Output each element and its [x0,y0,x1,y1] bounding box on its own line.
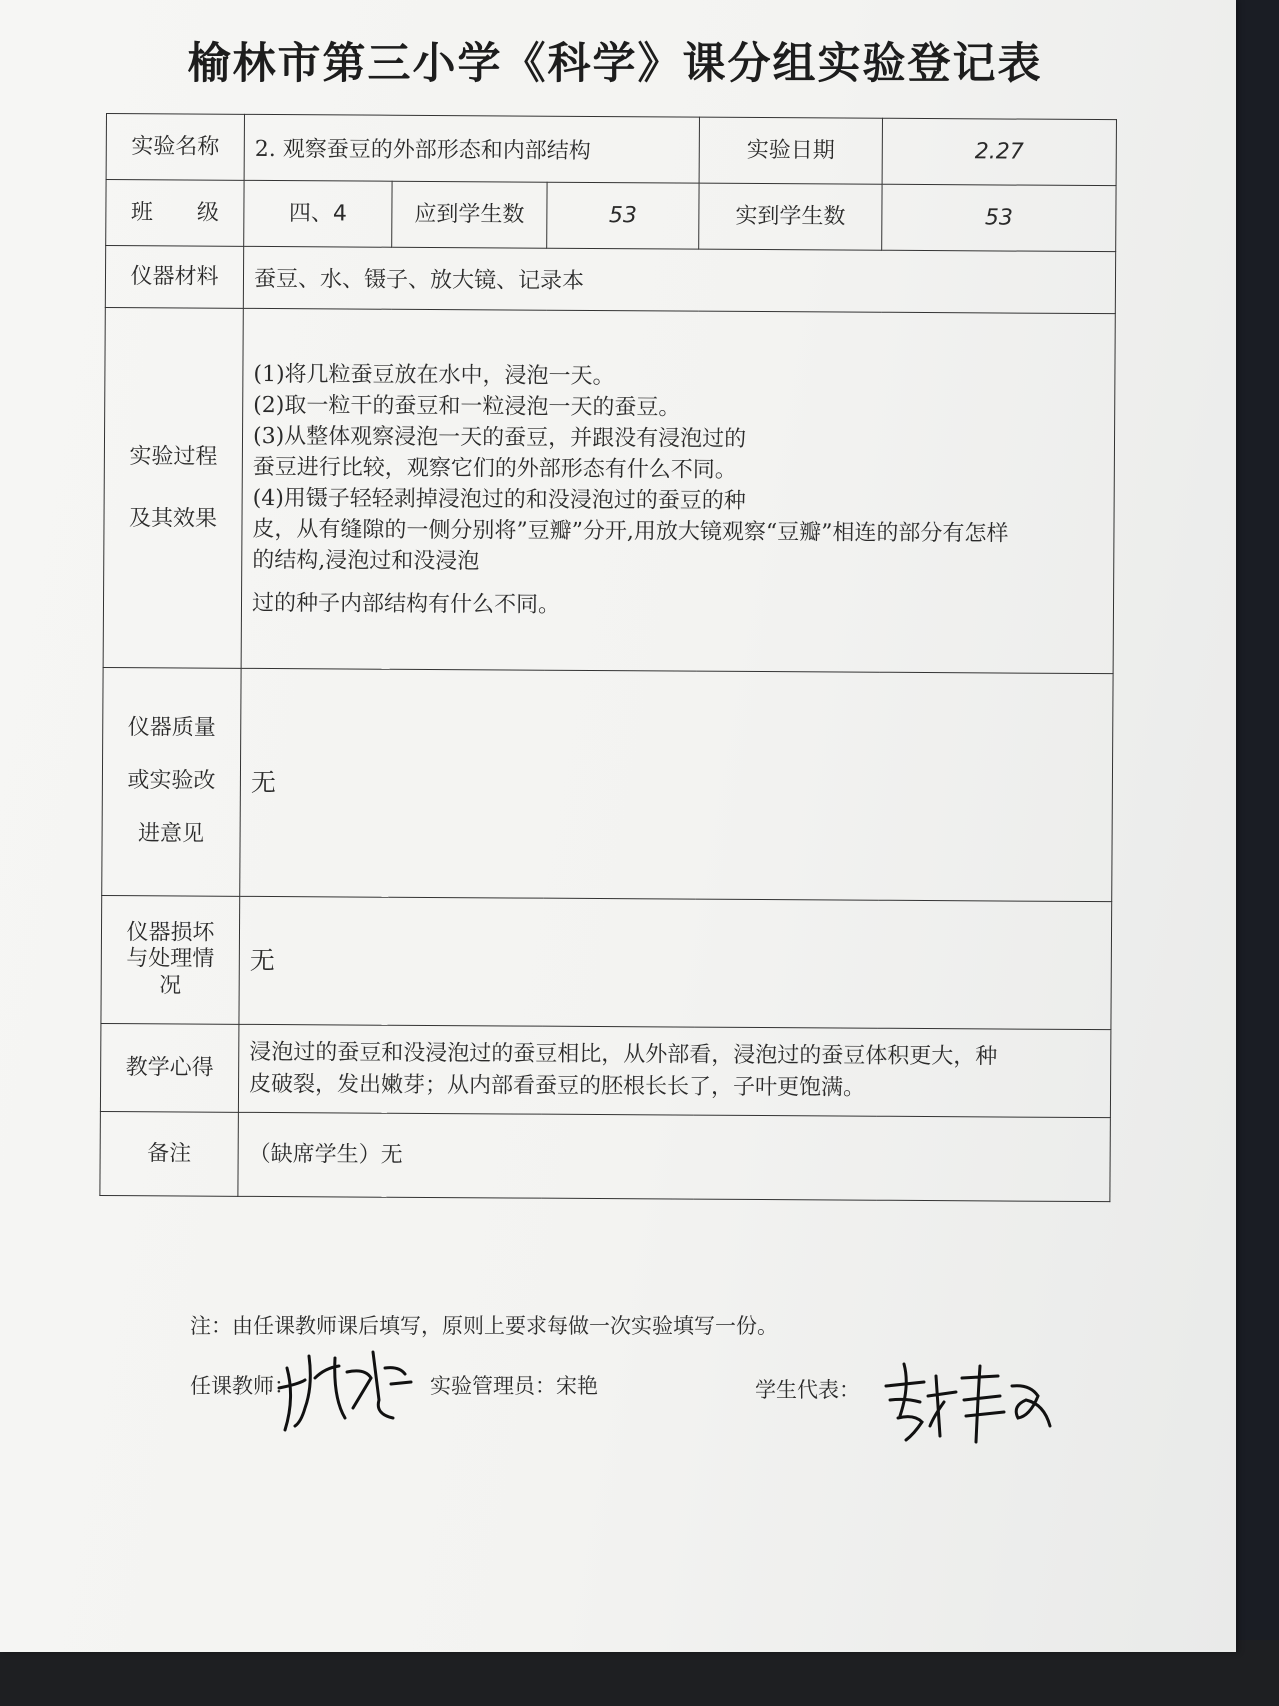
process-line: 皮，从有缝隙的一侧分别将”豆瓣”分开,用放大镜观察“豆瓣”相连的部分有怎样 [252,516,1009,547]
teacher-signature [275,1338,435,1438]
row-class [106,180,1116,252]
actual-students-label: 实到学生数 [699,183,882,250]
registration-form [99,113,1116,1304]
reflection-value [238,1024,1111,1117]
damage-label-line2: 与处理情 [126,946,215,972]
student-label: 学生代表： [755,1378,860,1402]
remarks-label: 备注 [100,1111,239,1196]
process-line: (3)从整体观察浸泡一天的蚕豆，并跟没有浸泡过的 [252,423,747,452]
row-reflection [100,1023,1111,1117]
process-label [103,307,243,668]
experiment-name-label: 实验名称 [106,114,244,181]
damage-label-line1: 仪器损坏 [126,920,215,946]
row-materials [105,246,1115,314]
process-line: (2)取一粒干的蚕豆和一粒浸泡一天的蚕豆。 [253,392,681,421]
footer-note: 注：由任课教师课后填写，原则上要求每做一次实验填写一份。 [190,1314,778,1338]
row-quality [102,667,1113,901]
process-line: 过的种子内部结构有什么不同。 [251,590,561,618]
student-signature [880,1356,1060,1446]
manager-label: 实验管理员：宋艳 [430,1374,598,1398]
teacher-label: 任课教师： [190,1374,295,1398]
actual-students-handwritten: 53 [882,184,1116,251]
experiment-name-value: 2. 观察蚕豆的外部形态和内部结构 [244,114,699,183]
process-line: (4)用镊子轻轻剥掉浸泡过的和没浸泡过的蚕豆的种 [252,485,746,514]
quality-value: 无 [240,668,1113,901]
reflection-line2: 皮破裂，发出嫩芽；从内部看蚕豆的胚根长长了，子叶更饱满。 [248,1071,866,1101]
process-line: 蚕豆进行比较，观察它们的外部形态有什么不同。 [252,454,737,483]
row-damage [101,895,1112,1029]
background-right [1235,0,1279,1706]
row-remarks [100,1111,1110,1201]
expected-students-handwritten: 53 [547,182,699,249]
signature-row [190,1366,1090,1446]
remarks-value: （缺席学生）无 [238,1112,1110,1201]
row-process [103,307,1115,673]
process-line: (1)将几粒蚕豆放在水中，浸泡一天。 [253,361,615,389]
reflection-line1: 浸泡过的蚕豆和没浸泡过的蚕豆相比，从外部看，浸泡过的蚕豆体积更大，种 [249,1039,998,1069]
process-line: 的结构,浸泡过和没浸泡 [252,547,480,574]
date-handwritten: 2.27 [882,118,1116,185]
row-experiment-name [106,114,1116,186]
class-value: 四、4 [244,180,392,247]
reflection-label: 教学心得 [100,1023,239,1112]
quality-label-line3: 进意见 [138,821,205,847]
materials-label: 仪器材料 [105,246,243,309]
expected-students-label: 应到学生数 [392,181,547,248]
materials-value: 蚕豆、水、镊子、放大镜、记录本 [243,246,1115,313]
class-label: 班 级 [106,180,244,247]
process-content [241,308,1115,673]
quality-label [102,667,241,896]
damage-value: 无 [239,896,1112,1029]
damage-label [101,895,240,1024]
page-title: 榆林市第三小学《科学》课分组实验登记表 [187,39,1043,89]
form-table [99,113,1117,1202]
process-label-line2: 及其效果 [128,505,218,532]
date-label: 实验日期 [699,117,882,184]
quality-label-line1: 仪器质量 [127,715,216,741]
damage-label-line3: 况 [159,973,182,999]
quality-label-line2: 或实验改 [127,768,216,794]
process-label-line1: 实验过程 [129,443,218,470]
